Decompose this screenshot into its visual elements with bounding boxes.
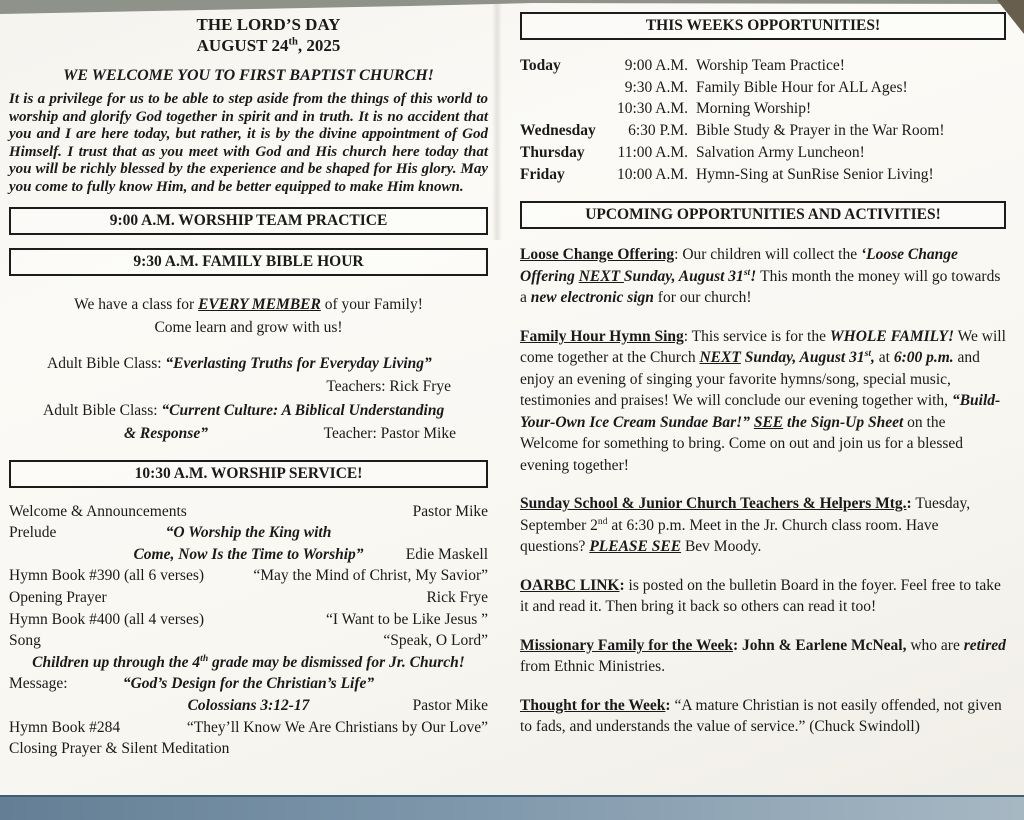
service-item: Hymn Book #284 — [9, 718, 121, 736]
page-fold-crease — [492, 0, 502, 240]
schedule-time: 10:00 A.M. — [616, 165, 688, 183]
schedule-day: Thursday — [520, 143, 585, 161]
adult-class-1-title: “Everlasting Truths for Everyday Living” — [165, 354, 432, 372]
adult-class-1-teacher: Teachers: Rick Frye — [326, 378, 451, 396]
service-hymn-title: Colossians 3:12-17 — [187, 696, 310, 714]
schedule-time: 11:00 A.M. — [617, 143, 688, 161]
service-row — [9, 695, 488, 717]
schedule-time: 9:30 A.M. — [624, 78, 688, 96]
section-header-worship-practice: 9:00 A.M. WORSHIP TEAM PRACTICE — [9, 207, 488, 235]
service-row — [9, 738, 488, 760]
bulletin-title-line1: THE LORD’S DAY — [196, 15, 341, 34]
adult-class-2-line2 — [9, 422, 488, 446]
schedule-day: Friday — [520, 165, 565, 183]
service-person-or-song: “May the Mind of Christ, My Savior” — [253, 567, 488, 585]
service-person-or-song: Pastor Mike — [412, 696, 488, 714]
schedule-event: Salvation Army Luncheon! — [696, 143, 865, 161]
schedule-row — [520, 142, 1006, 164]
service-person-or-song: Edie Maskell — [405, 545, 488, 563]
service-person-or-song: Rick Frye — [426, 588, 488, 606]
service-person-or-song: Pastor Mike — [412, 502, 488, 520]
service-hymn-title: “O Worship the King with — [165, 524, 332, 542]
right-page — [520, 12, 1006, 755]
service-person-or-song: “I Want to be Like Jesus ” — [325, 610, 488, 628]
service-hymn-title: Children up through the 4th grade may be dismissed for Jr. Church! — [32, 652, 465, 671]
service-order — [9, 501, 488, 760]
schedule-event: Bible Study & Prayer in the War Room! — [696, 122, 945, 140]
service-item: Welcome & Announcements — [9, 502, 187, 520]
bible-hour-invite-line1: We have a class for EVERY MEMBER of your Family! — [74, 295, 423, 313]
left-page — [9, 14, 488, 760]
section-header-worship-service: 10:30 A.M. WORSHIP SERVICE! — [9, 460, 488, 488]
service-item: Closing Prayer & Silent Meditation — [9, 740, 230, 758]
schedule-day — [520, 98, 608, 120]
service-row — [9, 630, 488, 652]
schedule-time: 10:30 A.M. — [616, 100, 688, 118]
schedule-row — [520, 98, 1006, 120]
service-hymn-title: Come, Now Is the Time to Worship” — [133, 545, 364, 563]
service-item: Message: — [9, 675, 68, 693]
schedule-event: Morning Worship! — [696, 100, 812, 118]
schedule-event: Family Bible Hour for ALL Ages! — [696, 78, 908, 96]
schedule-time: 6:30 P.M. — [628, 122, 688, 140]
announcement-paragraph: Thought for the Week: “A mature Christian is not easily offended, not given to fads, and understands the value of service.” (Chuck Swindoll) — [520, 696, 1002, 736]
service-person-or-song: “Speak, O Lord” — [383, 632, 488, 650]
adult-class-2-title-cont: & Response” — [124, 425, 208, 443]
announcement-paragraph: OARBC LINK: is posted on the bulletin Board in the foyer. Feel free to take it and read it. Then bring it back so others can read it too! — [520, 576, 1001, 616]
section-header-upcoming: UPCOMING OPPORTUNITIES AND ACTIVITIES! — [520, 201, 1006, 229]
adult-class-1-label: Adult Bible Class: — [47, 354, 166, 372]
service-row — [9, 609, 488, 631]
bible-hour-invite-line2: Come learn and grow with us! — [154, 318, 343, 336]
schedule-time: 9:00 A.M. — [624, 57, 688, 74]
bulletin-date: AUGUST 24th, 2025 — [196, 36, 341, 55]
service-row — [9, 522, 488, 544]
schedule-row — [520, 77, 1006, 99]
service-hymn-title: “God’s Design for the Christian’s Life” — [122, 675, 375, 693]
schedule-day: Today — [520, 57, 561, 74]
schedule-row — [520, 55, 1006, 77]
service-row — [9, 501, 488, 523]
adult-class-2-teacher: Teacher: Pastor Mike — [323, 425, 456, 443]
welcome-heading: WE WELCOME YOU TO FIRST BAPTIST CHURCH! — [63, 67, 434, 84]
announcement-paragraph: Loose Change Offering: Our children will collect the ‘Loose Change Offering NEXT Sunday, August 31st! This month the money will go towards a new electronic sign for our church! — [520, 246, 1001, 307]
section-header-this-week: THIS WEEKS OPPORTUNITIES! — [520, 12, 1006, 40]
service-item: Hymn Book #390 (all 6 verses) — [9, 567, 205, 585]
adult-classes — [9, 352, 488, 446]
service-row — [9, 544, 488, 566]
announcement-paragraph: Family Hour Hymn Sing: This service is for the WHOLE FAMILY! We will come together at the Church NEXT Sunday, August 31st, at 6:00 p.m. and enjoy an evening of singing your favorite hymns/song, special music, testimonies and praises! We will conclude our evening together with, “Build-Your-Own Ice Cream Sundae Bar!” SEE the Sign-Up Sheet on the Welcome for something to bring. Come on out and join us for a blessed evening together! — [520, 327, 1006, 474]
service-item: Opening Prayer — [9, 588, 107, 606]
welcome-paragraph: It is a privilege for us to be able to step aside from the things of this world to worship and glorify God together in spirit and in truth. It is no accident that you and I are here today, but rather, it is by the divine appointment of God Himself. I trust that as you meet with God and His church here today that you will be richly blessed by the experience and be shaped for His glory. May you come to fully know Him, and be better equipped to make Him known. — [9, 91, 488, 195]
adult-class-2-label: Adult Bible Class: — [43, 401, 162, 419]
section-header-family-bible-hour: 9:30 A.M. FAMILY BIBLE HOUR — [9, 248, 488, 276]
desk-surface-bottom — [0, 795, 1024, 820]
service-row — [9, 652, 488, 674]
schedule-event: Hymn-Sing at SunRise Senior Living! — [696, 165, 934, 183]
schedule-event: Worship Team Practice! — [696, 57, 845, 74]
service-row — [9, 587, 488, 609]
schedule-row — [520, 120, 1006, 142]
service-row — [9, 673, 488, 695]
announcement-paragraph: Missionary Family for the Week: John & Earlene McNeal, who are retired from Ethnic Ministries. — [520, 636, 1006, 676]
announcements — [520, 244, 1006, 738]
service-item: Hymn Book #400 (all 4 verses) — [9, 610, 205, 628]
bulletin-title — [9, 14, 488, 56]
adult-class-2 — [9, 399, 488, 423]
adult-class-2-title: “Current Culture: A Biblical Understanding — [161, 401, 445, 419]
weekly-schedule — [520, 55, 1006, 185]
adult-class-1 — [9, 352, 488, 376]
service-row — [9, 565, 488, 587]
service-row — [9, 717, 488, 739]
service-item: Prelude — [9, 524, 57, 542]
service-item: Song — [9, 632, 41, 650]
service-person-or-song: “They’ll Know We Are Christians by Our Love” — [186, 718, 488, 736]
schedule-day: Wednesday — [520, 122, 596, 140]
announcement-paragraph: Sunday School & Junior Church Teachers & Helpers Mtg.: Tuesday, September 2nd at 6:30 p.m. Meet in the Jr. Church class room. Have questions? PLEASE SEE Bev Moody. — [520, 495, 971, 556]
schedule-day — [520, 77, 608, 99]
schedule-row — [520, 164, 1006, 186]
